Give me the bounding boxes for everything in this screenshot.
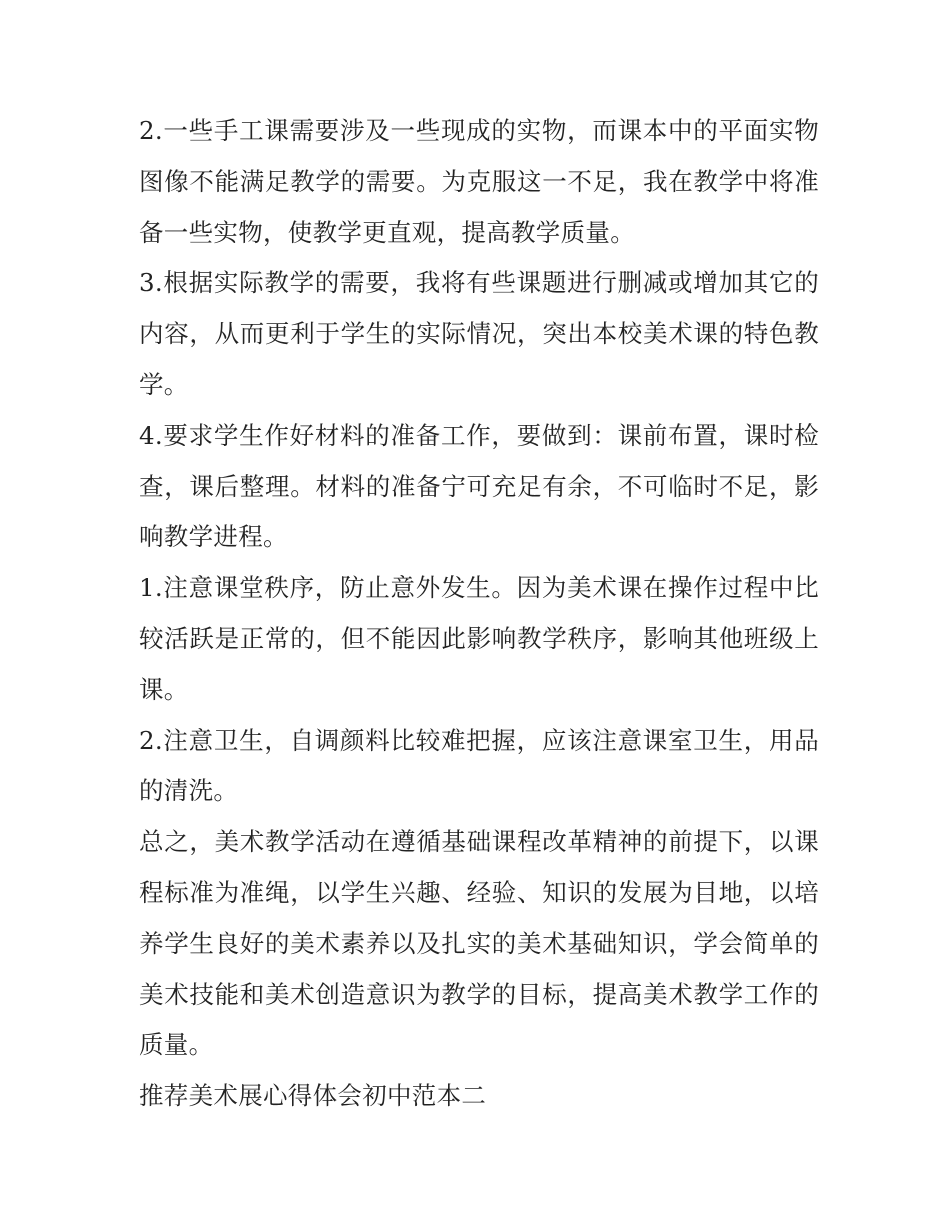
paragraph-adjust-topics: 3.根据实际教学的需要，我将有些课题进行删减或增加其它的内容，从而更利于学生的实际情况，突出本校美术课的特色教学。 <box>139 268 819 399</box>
paragraph-handcraft-objects: 2.一些手工课需要涉及一些现成的实物，而课本中的平面实物图像不能满足教学的需要。为克服这一不足，我在教学中将准备一些实物，使教学更直观，提高教学质量。 <box>139 116 819 247</box>
paragraph-material-preparation: 4.要求学生作好材料的准备工作，要做到：课前布置，课时检查，课后整理。材料的准备宁可充足有余，不可临时不足，影响教学进程。 <box>139 420 819 552</box>
paragraph-classroom-order: 1.注意课堂秩序，防止意外发生。因为美术课在操作过程中比较活跃是正常的，但不能因此影响教学秩序，影响其他班级上课。 <box>139 573 819 704</box>
document-body <box>139 106 819 1122</box>
paragraph-hygiene: 2.注意卫生，自调颜料比较难把握，应该注意课室卫生，用品的清洗。 <box>139 725 819 806</box>
section-heading-sample-two: 推荐美术展心得体会初中范本二 <box>139 1081 487 1111</box>
paragraph-summary: 总之，美术教学活动在遵循基础课程改革精神的前提下，以课程标准为准绳，以学生兴趣、经验、知识的发展为目地，以培养学生良好的美术素养以及扎实的美术基础知识，学会简单的美术技能和美术创造意识为教学的目标，提高美术教学工作的质量。 <box>139 827 819 1060</box>
